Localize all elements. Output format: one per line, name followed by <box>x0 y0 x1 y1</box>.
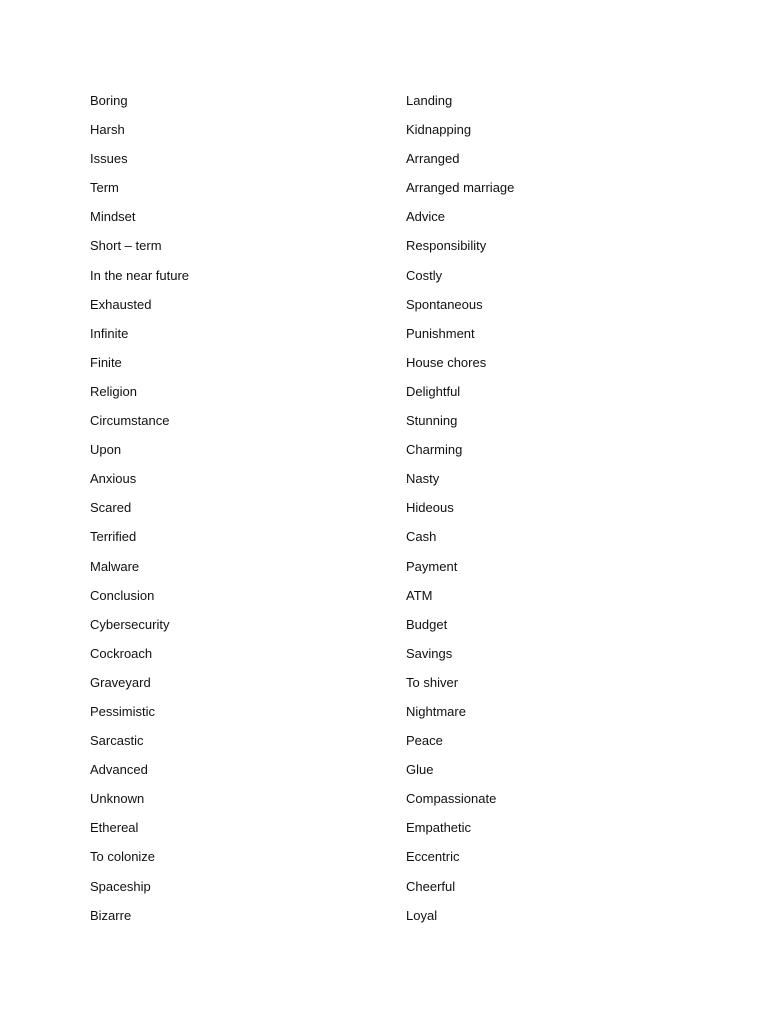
word-item: Anxious <box>90 471 137 487</box>
word-item: Terrified <box>90 529 137 545</box>
word-item: Compassionate <box>406 791 497 807</box>
word-item: Arranged <box>406 151 460 167</box>
word-item: Costly <box>406 267 443 283</box>
word-item: Budget <box>406 616 448 632</box>
word-item: Conclusion <box>90 587 155 603</box>
word-item: Punishment <box>406 325 475 341</box>
word-item: Pessimistic <box>90 703 156 719</box>
word-item: Loyal <box>406 907 438 923</box>
word-item: Sarcastic <box>90 733 144 749</box>
word-item: Charming <box>406 442 463 458</box>
word-item: Empathetic <box>406 820 472 836</box>
word-item: Nightmare <box>406 703 466 719</box>
word-item: Stunning <box>406 413 458 429</box>
word-item: Boring <box>90 93 128 108</box>
word-item: ATM <box>406 587 433 603</box>
word-item: Savings <box>406 645 453 661</box>
word-item: Upon <box>90 442 122 458</box>
word-item: Payment <box>406 558 458 574</box>
word-item: Cash <box>406 529 437 545</box>
word-item: Issues <box>90 151 128 167</box>
word-item: Short – term <box>90 238 162 254</box>
word-item: Malware <box>90 558 140 574</box>
word-item: Responsibility <box>406 238 487 254</box>
word-item: Circumstance <box>90 413 170 429</box>
word-item: In the near future <box>90 267 190 283</box>
word-item: Kidnapping <box>406 122 472 138</box>
word-item: Advanced <box>90 762 148 778</box>
word-item: To shiver <box>406 674 459 690</box>
word-item: Spaceship <box>90 878 151 894</box>
word-item: Cybersecurity <box>90 616 170 632</box>
word-item: Graveyard <box>90 674 151 690</box>
word-item: Mindset <box>90 209 136 225</box>
word-item: Eccentric <box>406 849 460 865</box>
word-item: Religion <box>90 383 137 399</box>
word-item: Arranged marriage <box>406 180 515 196</box>
word-item: Delightful <box>406 383 461 399</box>
word-item: To colonize <box>90 849 156 865</box>
word-item: Ethereal <box>90 820 139 836</box>
word-item: Spontaneous <box>406 296 483 312</box>
word-item: Exhausted <box>90 296 152 312</box>
word-item: Nasty <box>406 471 440 487</box>
word-item: Harsh <box>90 122 125 138</box>
word-item: Peace <box>406 733 443 749</box>
word-item: Infinite <box>90 325 129 341</box>
word-item: Advice <box>406 209 446 225</box>
word-item: Term <box>90 180 119 196</box>
word-item: Finite <box>90 354 122 370</box>
word-item: Cheerful <box>406 878 456 894</box>
word-item: Glue <box>406 762 434 778</box>
right-word-column <box>406 90 514 934</box>
word-item: Unknown <box>90 791 145 807</box>
word-item: Hideous <box>406 500 454 516</box>
word-item: House chores <box>406 354 487 370</box>
word-item: Scared <box>90 500 132 516</box>
word-item: Bizarre <box>90 907 132 923</box>
word-item: Cockroach <box>90 645 153 661</box>
word-item: Landing <box>406 93 453 108</box>
left-word-column <box>90 90 189 934</box>
